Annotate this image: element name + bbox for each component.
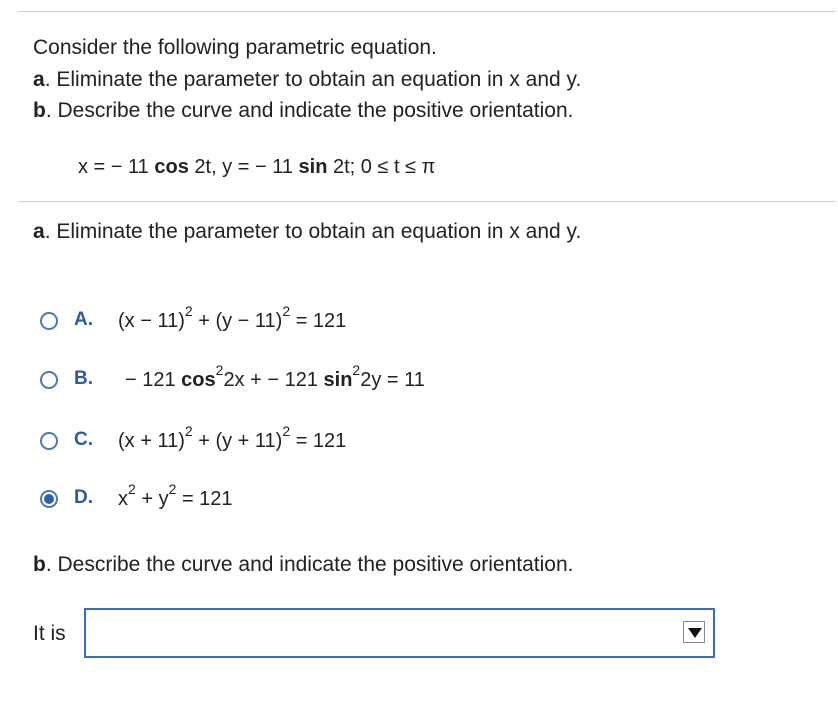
part-a-text: . Eliminate the parameter to obtain an equation in x and y.: [44, 68, 582, 91]
parametric-equation: x = − 11 cos 2t, y = − 11 sin 2t; 0 ≤ t ≤ π: [78, 156, 436, 178]
option-c-equation[interactable]: $(x + 11)^2 + (y + 11)^2 = 121$: [118, 423, 347, 452]
option-a-letter: A.: [74, 309, 93, 330]
chevron-down-icon[interactable]: [683, 621, 705, 643]
option-b-equation[interactable]: − 121 $\cos^22x$ + − 121 $\sin^22y = 11$: [125, 362, 425, 391]
option-a-radio[interactable]: [40, 312, 58, 330]
curve-description-dropdown[interactable]: [84, 608, 715, 658]
option-d-radio[interactable]: [40, 490, 58, 508]
part-a-prompt: a. Eliminate the parameter to obtain an equation in x and y.: [33, 220, 582, 243]
option-c-letter: C.: [74, 429, 93, 450]
option-d-equation[interactable]: $x^2 + y^2 = 121$: [118, 481, 233, 510]
option-a-equation[interactable]: $(x - 11)^2 + (y - 11)^2 = 121$: [118, 303, 347, 332]
option-b-letter: B.: [74, 368, 93, 389]
top-divider: [18, 11, 836, 12]
part-b-prompt: b. Describe the curve and indicate the positive orientation.: [33, 553, 574, 576]
answer-prefix: It is: [33, 622, 66, 645]
part-b-text: . Describe the curve and indicate the positive orientation.: [45, 99, 574, 122]
option-b-radio[interactable]: [40, 371, 58, 389]
question-part-b: [33, 95, 573, 127]
question-part-a: [33, 64, 581, 96]
part-a-letter: a: [33, 68, 45, 91]
option-c-radio[interactable]: [40, 432, 58, 450]
question-intro: Consider the following parametric equation.: [33, 36, 437, 59]
part-b-letter: b: [33, 99, 46, 122]
section-divider: [18, 201, 836, 202]
option-d-letter: D.: [74, 487, 93, 508]
